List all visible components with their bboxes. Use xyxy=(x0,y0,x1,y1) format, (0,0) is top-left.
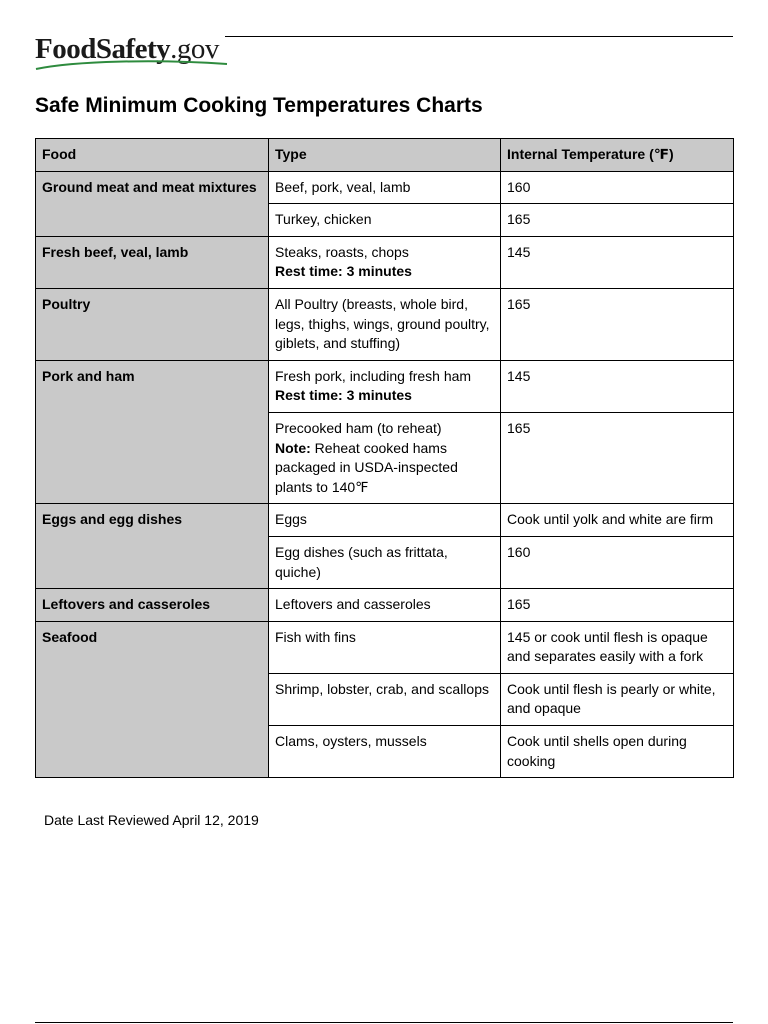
header-rule xyxy=(225,36,733,37)
type-cell xyxy=(269,360,501,412)
note-text: Reheat cooked hams packaged in USDA-inspected plants to 140℉ xyxy=(275,439,458,495)
footer-rule xyxy=(35,1022,733,1023)
food-cell: Seafood xyxy=(36,621,269,778)
logo-swoosh-icon xyxy=(35,58,230,72)
temp-cell: 160 xyxy=(501,536,734,588)
table-row xyxy=(36,504,734,537)
temp-cell: 160 xyxy=(501,171,734,204)
header-type: Type xyxy=(269,139,501,172)
type-cell: Eggs xyxy=(269,504,501,537)
table-row xyxy=(36,288,734,360)
note-label: Note: xyxy=(275,439,311,456)
type-cell: Leftovers and casseroles xyxy=(269,589,501,622)
foodsafety-logo[interactable] xyxy=(35,30,230,74)
date-last-reviewed: Date Last Reviewed April 12, 2019 xyxy=(44,812,259,828)
table-header-row xyxy=(36,139,734,172)
temp-cell: 145 xyxy=(501,360,734,412)
table-row xyxy=(36,236,734,288)
type-cell: Shrimp, lobster, crab, and scallops xyxy=(269,673,501,725)
temp-cell: 165 xyxy=(501,204,734,237)
type-cell: Egg dishes (such as frittata, quiche) xyxy=(269,536,501,588)
food-cell: Poultry xyxy=(36,288,269,360)
header-internal-temperature: Internal Temperature (℉) xyxy=(501,139,734,172)
rest-time-text: Rest time: 3 minutes xyxy=(275,387,412,404)
food-cell: Fresh beef, veal, lamb xyxy=(36,236,269,288)
type-cell: Fish with fins xyxy=(269,621,501,673)
food-cell: Pork and ham xyxy=(36,360,269,504)
type-text: Steaks, roasts, chops xyxy=(275,243,409,260)
logo-main-text: FoodSafety xyxy=(35,33,171,65)
temp-cell: Cook until yolk and white are firm xyxy=(501,504,734,537)
table-row xyxy=(36,621,734,673)
temp-cell: 165 xyxy=(501,412,734,503)
table-row xyxy=(36,171,734,204)
page-title: Safe Minimum Cooking Temperatures Charts xyxy=(35,94,483,117)
header-food: Food xyxy=(36,139,269,172)
type-text: Precooked ham (to reheat) xyxy=(275,419,442,436)
food-cell: Leftovers and casseroles xyxy=(36,589,269,622)
table-row xyxy=(36,589,734,622)
type-cell: Turkey, chicken xyxy=(269,204,501,237)
type-cell: Clams, oysters, mussels xyxy=(269,726,501,778)
rest-time-text: Rest time: 3 minutes xyxy=(275,263,412,280)
food-cell: Eggs and egg dishes xyxy=(36,504,269,589)
table-row xyxy=(36,360,734,412)
type-text: Fresh pork, including fresh ham xyxy=(275,367,472,384)
cooking-temperatures-table xyxy=(35,138,734,778)
food-cell: Ground meat and meat mixtures xyxy=(36,171,269,236)
temp-cell: 165 xyxy=(501,288,734,360)
type-cell xyxy=(269,412,501,503)
temp-cell: Cook until flesh is pearly or white, and opaque xyxy=(501,673,734,725)
logo-domain-text: .gov xyxy=(170,33,219,65)
temp-cell: 145 or cook until flesh is opaque and separates easily with a fork xyxy=(501,621,734,673)
temp-cell: 145 xyxy=(501,236,734,288)
type-cell xyxy=(269,236,501,288)
temp-cell: 165 xyxy=(501,589,734,622)
type-cell: Beef, pork, veal, lamb xyxy=(269,171,501,204)
temp-cell: Cook until shells open during cooking xyxy=(501,726,734,778)
type-cell: All Poultry (breasts, whole bird, legs, thighs, wings, ground poultry, giblets, and stuffing) xyxy=(269,288,501,360)
